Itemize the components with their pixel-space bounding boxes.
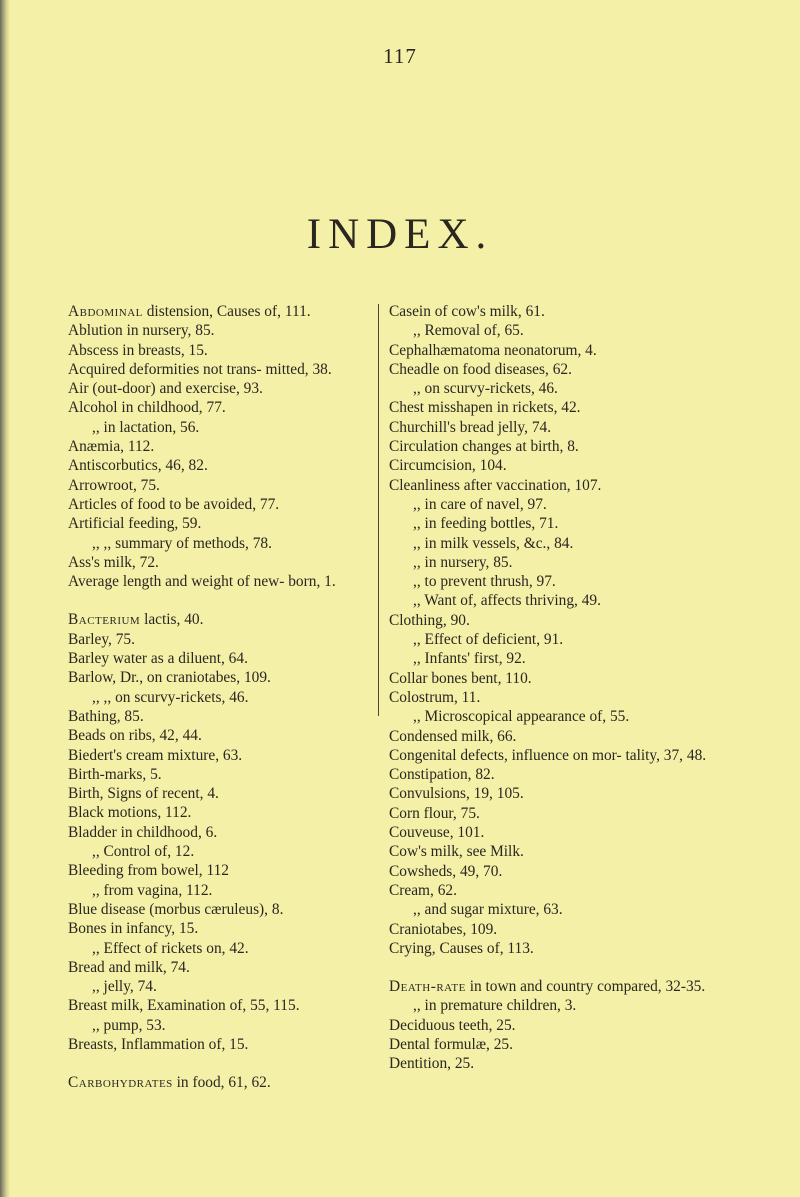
- index-entry: [68, 572, 374, 591]
- entry-text: lactis, 40.: [140, 611, 204, 629]
- entry-text: Bathing, 85.: [68, 707, 144, 725]
- index-entry: [389, 842, 719, 861]
- entry-text: ,, from vagina, 112.: [92, 881, 213, 899]
- index-entry: [389, 398, 719, 417]
- entry-text: ,, Microscopical appearance of, 55.: [413, 708, 630, 726]
- entry-text: ,, jelly, 74.: [92, 978, 157, 996]
- section-lead-word: Abdominal: [68, 303, 143, 320]
- entry-text: Condensed milk, 66.: [389, 727, 517, 745]
- entry-text: Anæmia, 112.: [68, 438, 155, 456]
- entry-text: Casein of cow's milk, 61.: [389, 303, 545, 320]
- index-subentry: [68, 881, 374, 900]
- entry-text: ,, pump, 53.: [92, 1016, 166, 1034]
- entry-text: Barlow, Dr., on craniotabes, 109.: [68, 669, 271, 687]
- entry-text: Churchill's bread jelly, 74.: [389, 418, 552, 436]
- index-entry: [68, 341, 374, 360]
- entry-text: Craniotabes, 109.: [389, 920, 498, 938]
- index-entry: [68, 321, 374, 340]
- index-entry: [68, 784, 374, 803]
- entry-text: ,, Effect of rickets on, 42.: [92, 939, 249, 957]
- index-entry: [68, 514, 374, 533]
- index-subentry: [389, 534, 719, 553]
- index-entry: [68, 456, 374, 475]
- entry-text: Circulation changes at birth, 8.: [389, 438, 579, 456]
- index-subentry: [389, 649, 719, 668]
- entry-text: Birth-marks, 5.: [68, 765, 162, 783]
- entry-text: Cream, 62.: [389, 881, 457, 899]
- entry-text: Breasts, Inflammation of, 15.: [68, 1035, 249, 1053]
- page-title: INDEX.: [306, 211, 494, 258]
- entry-text: Dentition, 25.: [389, 1055, 475, 1073]
- entry-text: ,, on scurvy-rickets, 46.: [413, 380, 558, 398]
- index-entry: [389, 920, 719, 939]
- index-entry: [68, 765, 374, 784]
- entry-text: Dental formulæ, 25.: [389, 1035, 513, 1053]
- index-entry: [389, 1016, 719, 1035]
- section-lead-word: Death-rate: [389, 978, 466, 996]
- entry-text: Clothing, 90.: [389, 611, 470, 629]
- entry-text: Circumcision, 104.: [389, 457, 507, 475]
- index-entry: [68, 302, 374, 321]
- index-entry: [389, 823, 719, 842]
- entry-text: Constipation, 82.: [389, 766, 495, 784]
- entry-text: Beads on ribs, 42, 44.: [68, 727, 202, 745]
- index-entry: [68, 919, 374, 938]
- section-lead-word: Carbohydrates: [68, 1074, 173, 1092]
- entry-text: Breast milk, Examination of, 55, 115.: [68, 997, 300, 1015]
- entry-text: Ablution in nursery, 85.: [68, 322, 215, 340]
- index-entry: [389, 939, 719, 958]
- entry-text: Average length and weight of new- born, 1.: [68, 573, 336, 591]
- index-entry: [389, 1054, 719, 1073]
- entry-text: Bread and milk, 74.: [68, 958, 190, 976]
- entry-text: Birth, Signs of recent, 4.: [68, 785, 219, 803]
- index-column-left: [68, 302, 374, 1093]
- entry-text: Deciduous teeth, 25.: [389, 1016, 516, 1034]
- entry-text: ,, in milk vessels, &c., 84.: [413, 534, 574, 552]
- index-entry: [68, 649, 374, 668]
- column-divider: [378, 304, 379, 716]
- entry-text: Bladder in childhood, 6.: [68, 823, 218, 841]
- entry-text: in food, 61, 62.: [172, 1074, 271, 1092]
- entry-text: Bleeding from bowel, 112: [68, 862, 230, 880]
- section-gap: [68, 591, 374, 610]
- entry-text: Barley, 75.: [68, 630, 135, 648]
- index-entry: [68, 610, 374, 629]
- index-entry: [68, 553, 374, 572]
- index-subentry: [389, 379, 719, 398]
- index-subentry: [389, 630, 719, 649]
- index-entry: [68, 437, 374, 456]
- entry-text: ,, Infants' first, 92.: [413, 650, 526, 668]
- index-entry: [389, 804, 719, 823]
- index-entry: [389, 1035, 719, 1054]
- index-subentry: [68, 418, 374, 437]
- index-entry: [389, 881, 719, 900]
- entry-text: Cleanliness after vaccination, 107.: [389, 476, 602, 494]
- entry-text: Ass's milk, 72.: [68, 553, 159, 571]
- entry-text: Chest misshapen in rickets, 42.: [389, 399, 581, 417]
- entry-text: Alcohol in childhood, 77.: [68, 399, 226, 417]
- entry-text: Abscess in breasts, 15.: [68, 341, 208, 359]
- index-entry: [68, 360, 374, 379]
- index-subentry: [68, 1016, 374, 1035]
- index-entry: [68, 1035, 374, 1054]
- index-subentry: [68, 842, 374, 861]
- index-subentry: [389, 591, 719, 610]
- index-subentry: [389, 900, 719, 919]
- index-entry: [68, 861, 374, 880]
- entry-text: Blue disease (morbus cæruleus), 8.: [68, 900, 284, 918]
- index-subentry: [389, 321, 719, 340]
- entry-text: Biedert's cream mixture, 63.: [68, 746, 243, 764]
- index-subentry: [389, 514, 719, 533]
- entry-text: ,, Want of, affects thriving, 49.: [413, 592, 601, 610]
- index-subentry: [68, 977, 374, 996]
- index-entry: [389, 977, 719, 996]
- entry-text: ,, in premature children, 3.: [413, 997, 577, 1015]
- index-entry: [68, 996, 374, 1015]
- index-entry: [389, 302, 719, 321]
- entry-text: Cheadle on food diseases, 62.: [389, 360, 572, 378]
- index-subentry: [68, 688, 374, 707]
- index-entry: [68, 900, 374, 919]
- index-column-right: [389, 302, 719, 1074]
- entry-text: Convulsions, 19, 105.: [389, 785, 524, 803]
- entry-text: Cow's milk, see Milk.: [389, 843, 524, 861]
- index-entry: [389, 862, 719, 881]
- section-gap: [389, 958, 719, 977]
- index-entry: [68, 746, 374, 765]
- entry-text: distension, Causes of, 111.: [142, 303, 311, 320]
- index-entry: [389, 727, 719, 746]
- section-lead-word: Bacterium: [68, 611, 141, 629]
- section-gap: [68, 1054, 374, 1073]
- index-entry: [389, 418, 719, 437]
- entry-text: Bones in infancy, 15.: [68, 920, 199, 938]
- entry-text: ,, and sugar mixture, 63.: [413, 901, 563, 919]
- index-entry: [68, 668, 374, 687]
- entry-text: Cowsheds, 49, 70.: [389, 862, 503, 880]
- entry-text: Colostrum, 11.: [389, 688, 481, 706]
- index-entry: [68, 707, 374, 726]
- entry-text: ,, Control of, 12.: [92, 843, 195, 861]
- entry-text: Black motions, 112.: [68, 804, 192, 822]
- entry-text: ,, in care of navel, 97.: [413, 495, 547, 513]
- index-entry: [68, 398, 374, 417]
- index-entry: [389, 611, 719, 630]
- entry-text: ,, Removal of, 65.: [413, 322, 524, 340]
- index-subentry: [389, 553, 719, 572]
- entry-text: ,, in lactation, 56.: [92, 418, 200, 436]
- page-number: 117: [383, 44, 417, 68]
- entry-text: Corn flour, 75.: [389, 804, 480, 822]
- index-entry: [389, 360, 719, 379]
- index-subentry: [389, 572, 719, 591]
- entry-text: ,, in nursery, 85.: [413, 553, 513, 571]
- entry-text: Acquired deformities not trans- mitted, 38.: [68, 360, 332, 378]
- page-spine-shadow: [0, 0, 10, 1197]
- index-entry: [389, 746, 719, 765]
- entry-text: ,, to prevent thrush, 97.: [413, 573, 556, 591]
- index-entry: [68, 726, 374, 745]
- index-entry: [389, 784, 719, 803]
- entry-text: Cephalhæmatoma neonatorum, 4.: [389, 341, 597, 359]
- index-entry: [389, 341, 719, 360]
- index-entry: [389, 688, 719, 707]
- index-subentry: [68, 534, 374, 553]
- index-entry: [68, 476, 374, 495]
- index-entry: [68, 379, 374, 398]
- index-entry: [389, 476, 719, 495]
- entry-text: Crying, Causes of, 113.: [389, 939, 534, 957]
- index-entry: [389, 669, 719, 688]
- index-entry: [68, 958, 374, 977]
- index-entry: [68, 823, 374, 842]
- entry-text: ,, ,, summary of methods, 78.: [92, 534, 272, 552]
- entry-text: Antiscorbutics, 46, 82.: [68, 457, 208, 475]
- entry-text: in town and country compared, 32-35.: [465, 978, 706, 996]
- index-entry: [68, 803, 374, 822]
- entry-text: ,, Effect of deficient, 91.: [413, 631, 564, 649]
- entry-text: Artificial feeding, 59.: [68, 515, 202, 533]
- entry-text: Articles of food to be avoided, 77.: [68, 495, 280, 513]
- entry-text: ,, in feeding bottles, 71.: [413, 515, 559, 533]
- index-entry: [68, 495, 374, 514]
- index-subentry: [389, 996, 719, 1015]
- index-entry: [389, 765, 719, 784]
- entry-text: ,, ,, on scurvy-rickets, 46.: [92, 688, 249, 706]
- index-entry: [68, 630, 374, 649]
- entry-text: Couveuse, 101.: [389, 824, 485, 842]
- index-entry: [389, 456, 719, 475]
- entry-text: Arrowroot, 75.: [68, 476, 160, 494]
- entry-text: Collar bones bent, 110.: [389, 669, 532, 687]
- index-subentry: [389, 707, 719, 726]
- entry-text: Air (out-door) and exercise, 93.: [68, 380, 263, 398]
- index-subentry: [389, 495, 719, 514]
- entry-text: Congenital defects, influence on mor- tality, 37, 48.: [389, 746, 707, 764]
- entry-text: Barley water as a diluent, 64.: [68, 650, 248, 668]
- index-entry: [389, 437, 719, 456]
- index-subentry: [68, 939, 374, 958]
- index-entry: [68, 1073, 374, 1092]
